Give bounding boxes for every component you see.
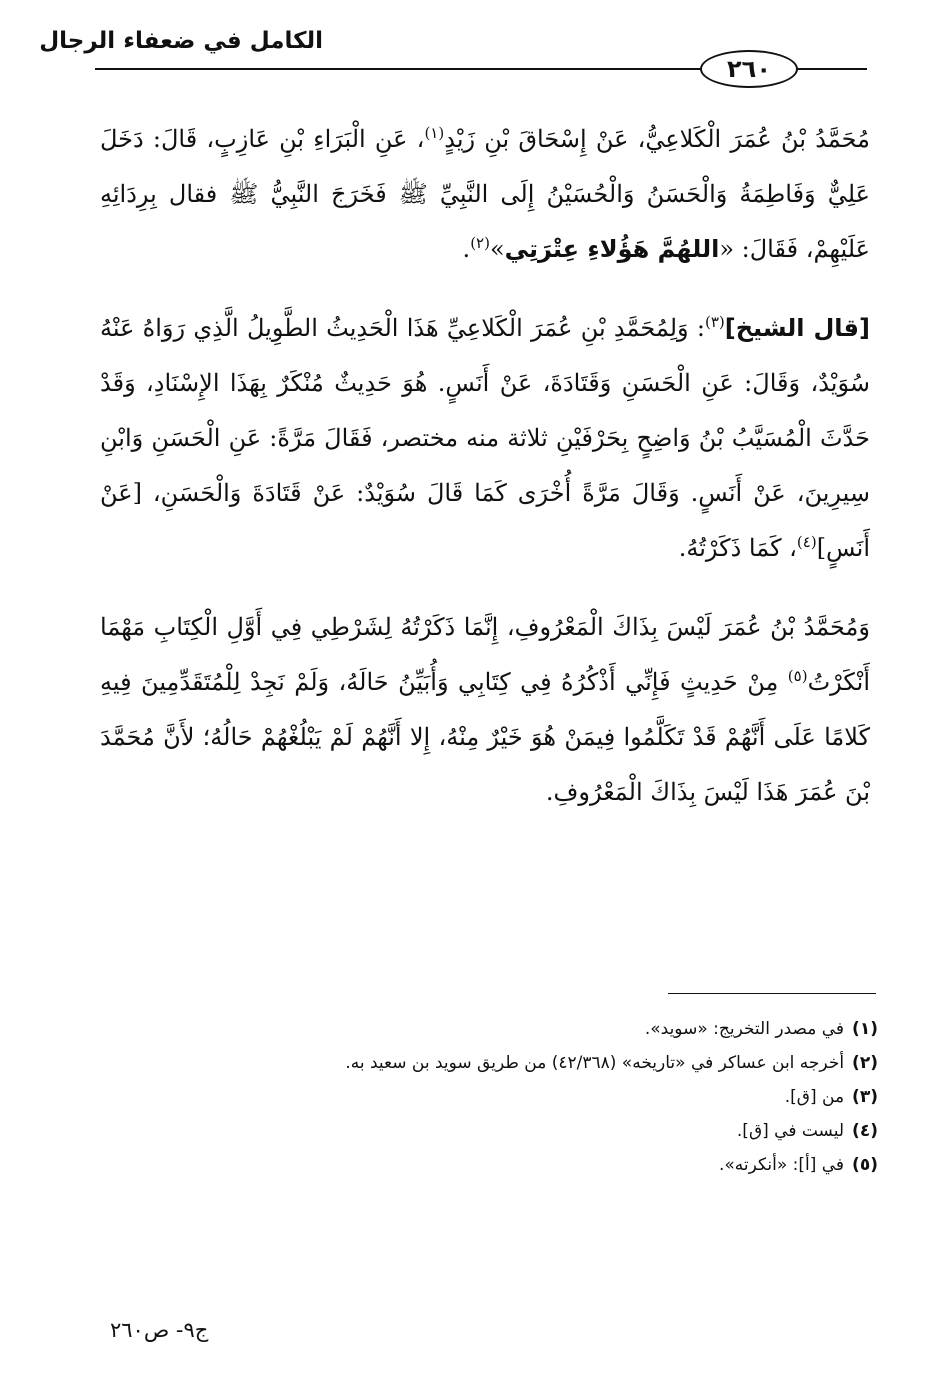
footnote-text: في مصدر التخريج: «سويد». [644,1019,845,1039]
page-number [700,50,798,88]
footnote-number: (٥) [852,1155,878,1175]
book-title: الكامل في ضعفاء الرجال [39,28,323,54]
paragraph-1-part-b: ، عَنِ الْبَرَاءِ بْنِ عَازِبٍ، قَالَ: دَخَلَ عَلِيٌّ وَفَاطِمَةُ وَالْحَسَنُ وَالْحُسَيْنُ إِلَى النَّبِيِّ ﷺ فَخَرَجَ النَّبِيُّ ﷺ فقال بِرِدَائِهِ عَلَيْهِمْ، فَقَالَ: « [100,125,870,263]
paragraph-2-part-b: ، كَمَا ذَكَرْتُهُ. [678,534,797,562]
footnote-5 [160,1148,878,1182]
footnote-ref-5: (٥) [787,667,808,685]
paragraph-3 [100,600,870,820]
paragraph-1-part-d: . [462,235,471,263]
footnote-number: (٢) [852,1053,878,1073]
footnotes [160,1012,878,1182]
paragraph-3-part-a: وَمُحَمَّدُ بْنُ عُمَرَ لَيْسَ بِذَاكَ الْمَعْرُوفِ، إِنَّمَا ذَكَرْتُهُ لِشَرْطِي فِي أَوَّلِ الْكِتَابِ مَهْمَا أَنْكَرْتُ [100,613,870,696]
footnote-ref-3: (٣) [704,313,725,331]
footnote-ref-4: (٤) [796,533,817,551]
sheikh-label: [قال الشيخ] [724,314,870,342]
paragraph-2 [100,301,870,576]
paragraph-1-part-c: » [489,235,505,263]
footnote-ref-1: (١) [424,124,445,142]
page-number-text: ٢٦٠ [727,55,771,83]
paragraph-2-part-a: : وَلِمُحَمَّدِ بْنِ عُمَرَ الْكَلاعِيِّ هَذَا الْحَدِيثُ الطَّوِيلُ الَّذِي رَوَاهُ عَنْهُ سُوَيْدٌ، وَقَالَ: عَنِ الْحَسَنِ وَقَتَادَةَ، عَنْ أَنَسٍ. هُوَ حَدِيثٌ مُنْكَرٌ بِهَذَا الإِسْنَادِ، وَقَدْ حَدَّثَ الْمُسَيَّبُ بْنُ وَاضِحٍ بِحَرْفَيْنِ ثلاثة منه مختصر، فَقَالَ مَرَّةً: عَنِ الْحَسَنِ وَابْنِ سِيرِينَ، عَنْ أَنَسٍ. وَقَالَ مَرَّةً أُخْرَى كَمَا قَالَ سُوَيْدٌ: عَنْ قَتَادَةَ وَالْحَسَنِ، [عَنْ أَنَسٍ] [100,314,870,562]
footnote-4 [160,1114,878,1148]
footnote-text: من [ق]. [784,1087,845,1107]
footnote-2 [160,1046,878,1080]
footnote-number: (٣) [852,1087,878,1107]
paragraph-3-part-b: مِنْ حَدِيثٍ فَإِنِّي أَذْكُرُهُ فِي كِتَابِي وَأُبَيِّنُ حَالَهُ، وَلَمْ نَجِدْ لِلْمُتَقَدِّمِينَ فِيهِ كَلامًا عَلَى أَنَّهُمْ قَدْ تَكَلَّمُوا فِيمَنْ هُوَ خَيْرٌ مِنْهُ، إِلا أَنَّهُمْ لَمْ يَبْلُغْهُمْ حَالُهُ؛ لأَنَّ مُحَمَّدَ بْنَ عُمَرَ هَذَا لَيْسَ بِذَاكَ الْمَعْرُوفِ. [100,668,870,806]
paragraph-1 [100,112,870,277]
quoted-hadith: اللهُمَّ هَؤُلاءِ عِتْرَتِي [504,235,720,263]
footnote-separator [668,993,876,994]
paragraph-1-part-a: مُحَمَّدُ بْنُ عُمَرَ الْكَلاعِيُّ، عَنْ إِسْحَاقَ بْنِ زَيْدٍ [444,125,871,153]
footnote-number: (٤) [852,1121,878,1141]
footnote-text: ليست في [ق]. [736,1121,845,1141]
footnote-3 [160,1080,878,1114]
footnote-ref-2: (٢) [470,234,490,252]
footnote-1 [160,1012,878,1046]
footnote-text: في [أ]: «أنكرته». [718,1155,845,1175]
footnote-text: أخرجه ابن عساكر في «تاريخه» (٤٢/٣٦٨) من طريق سويد بن سعيد به. [345,1053,845,1073]
volume-page-reference: ج٩- ص٢٦٠ [110,1318,209,1342]
main-text [100,112,870,820]
footnote-number: (١) [852,1019,878,1039]
